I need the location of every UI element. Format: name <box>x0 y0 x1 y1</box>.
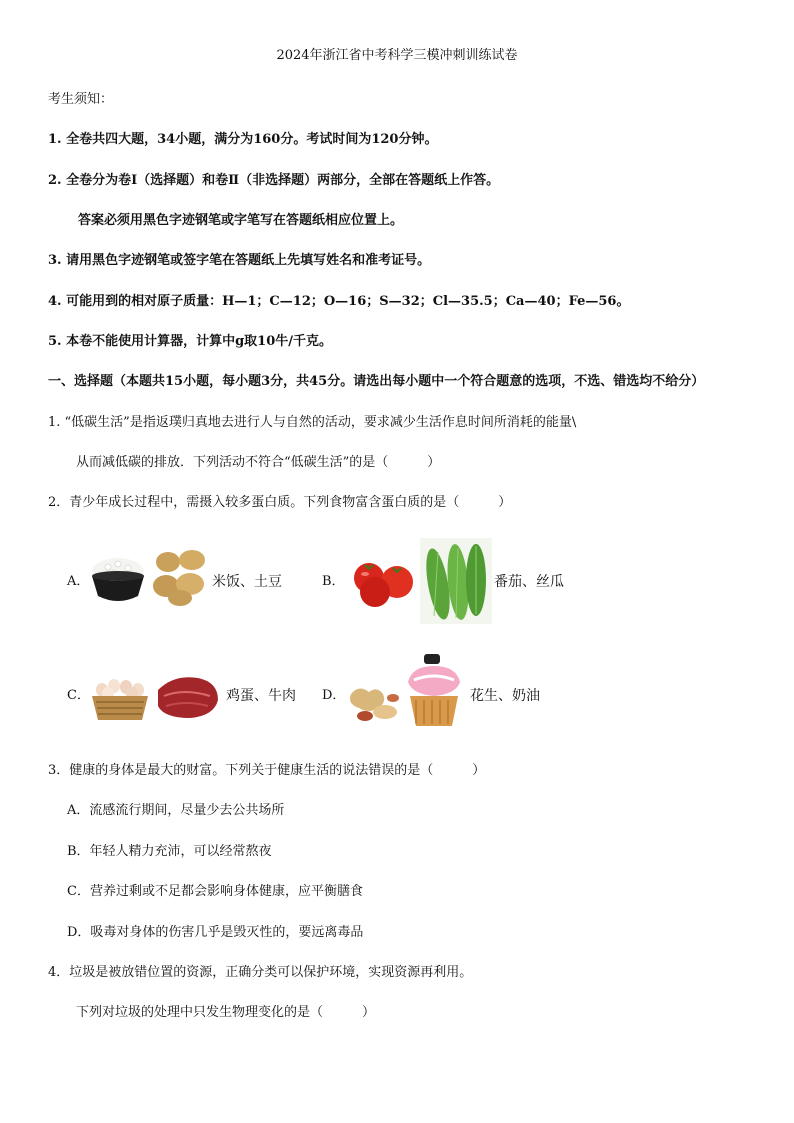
option-label: 鸡蛋、牛肉 <box>226 688 296 704</box>
question-3-option: A．流感流行期间，尽量少去公共场所 <box>67 803 285 818</box>
beef-icon <box>154 670 222 722</box>
notice-item: 答案必须用黑色字迹钢笔或字笔写在答题纸相应位置上。 <box>78 213 404 228</box>
egg-basket-icon <box>88 672 152 724</box>
luffa-icon <box>420 538 492 624</box>
option-label: 花生、奶油 <box>470 688 540 704</box>
option-letter: D． <box>322 688 346 703</box>
question-3-option: D．吸毒对身体的伤害几乎是毁灭性的，要远离毒品 <box>67 925 364 940</box>
option-letter: B． <box>322 574 345 589</box>
cream-cake-icon <box>402 652 466 732</box>
option-label: 番茄、丝瓜 <box>494 574 564 590</box>
question-3-option: C．营养过剩或不足都会影响身体健康，应平衡膳食 <box>67 884 363 899</box>
page-title: 2024年浙江省中考科学三模冲刺训练试卷 <box>276 48 518 63</box>
question-4-line: 4．垃圾是被放错位置的资源，正确分类可以保护环境，实现资源再利用。 <box>48 965 473 980</box>
question-4-line: 下列对垃圾的处理中只发生物理变化的是（ ） <box>76 1005 376 1020</box>
notice-heading: 考生须知： <box>48 92 114 107</box>
notice-item: 3. 请用黑色字迹钢笔或签字笔在答题纸上先填写姓名和准考证号。 <box>48 253 431 268</box>
potato-icon <box>152 548 210 608</box>
option-letter: A． <box>67 574 90 589</box>
tomato-icon <box>347 558 419 608</box>
question-3-option: B．年轻人精力充沛，可以经常熬夜 <box>67 844 272 859</box>
question-2-stem: 2．青少年成长过程中，需摄入较多蛋白质。下列食物富含蛋白质的是（ ） <box>48 495 512 510</box>
section-heading: 一、选择题（本题共15小题，每小题3分，共45分。请选出每小题中一个符合题意的选项，不选、错选均不给分） <box>48 374 705 389</box>
notice-item: 2. 全卷分为卷Ⅰ（选择题）和卷Ⅱ（非选择题）两部分，全部在答题纸上作答。 <box>48 173 500 188</box>
notice-item: 4. 可能用到的相对原子质量：H—1；C—12；O—16；S—32；Cl—35.5；Ca—40；Fe—56。 <box>48 294 630 309</box>
question-1-line: 1. “低碳生活”是指返璞归真地去进行人与自然的活动，要求减少生活作息时间所消耗的能量\ <box>48 415 577 430</box>
notice-item: 5. 本卷不能使用计算器，计算中g取10牛/千克。 <box>48 334 333 349</box>
option-label: 米饭、土豆 <box>212 574 282 590</box>
question-3-stem: 3．健康的身体是最大的财富。下列关于健康生活的说法错误的是（ ） <box>48 763 486 778</box>
peanut-icon <box>345 680 403 724</box>
rice-bowl-icon <box>88 550 148 608</box>
option-letter: C． <box>67 688 90 703</box>
notice-item: 1. 全卷共四大题，34小题，满分为160分。考试时间为120分钟。 <box>48 132 438 147</box>
question-1-line: 从而减低碳的排放．下列活动不符合“低碳生活”的是（ ） <box>76 455 441 470</box>
